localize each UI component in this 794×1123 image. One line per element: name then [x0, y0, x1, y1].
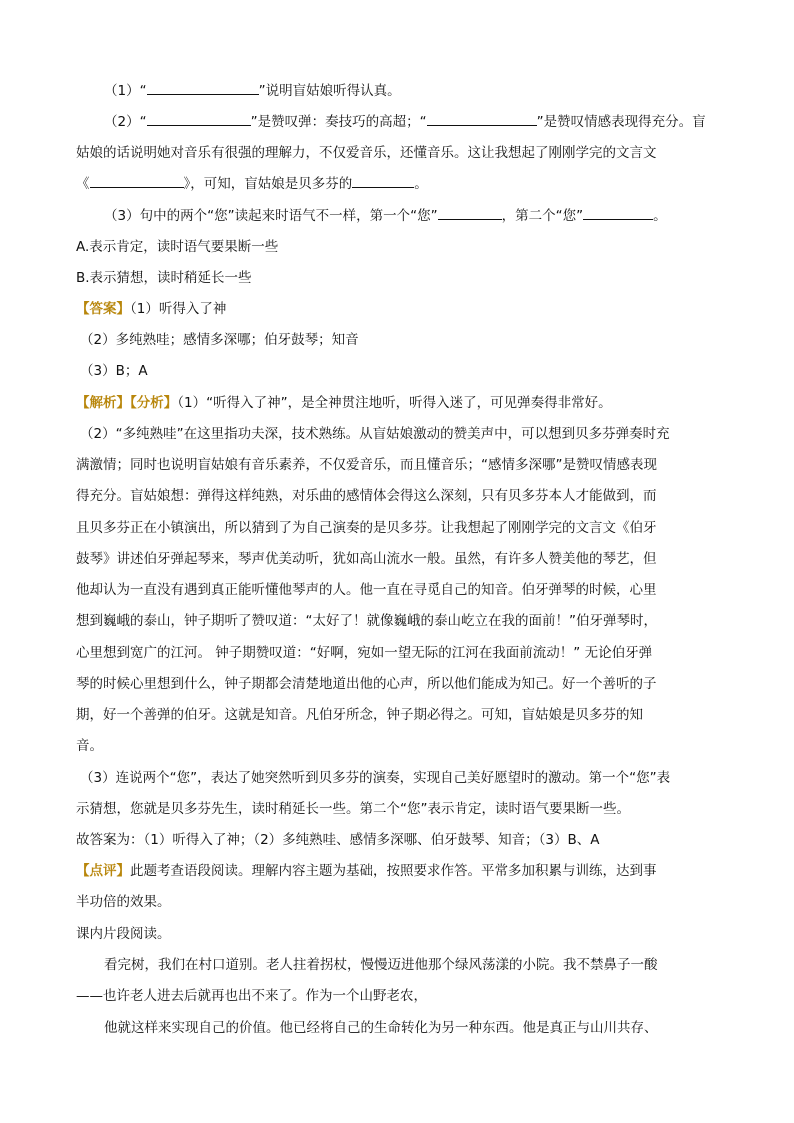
blank-1[interactable]	[147, 80, 259, 95]
answer-1: （1）听得入了神	[130, 301, 227, 317]
analysis-line-5: 且贝多芬正在小镇演出，所以猜到了为自己演奏的是贝多芬。让我想起了刚刚学完的文言文《伯牙	[76, 520, 657, 536]
review-line-1	[76, 860, 726, 882]
analysis-line-1	[76, 392, 726, 414]
analysis-line-12: 音。	[76, 738, 103, 754]
question-1	[104, 80, 726, 102]
analysis-text-1: （1）“听得入了神”，是全神贯注地听，听得入迷了，可见弹奏得非常好。	[177, 395, 612, 411]
analysis-line-9: 心里想到宽广的江河。 钟子期赞叹道：“好啊，宛如一望无际的江河在我面前流动！” 无论伯牙弹	[76, 645, 653, 661]
q1-suffix: ”说明盲姑娘听得认真。	[258, 83, 401, 99]
blank-2[interactable]	[147, 111, 251, 126]
review-line-2: 半功倍的效果。	[76, 894, 171, 910]
analysis-line-6: 鼓琴》讲述伯牙弹起琴来，琴声优美动听，犹如高山流水一般。虽然，有许多人赞美他的琴艺，但	[76, 551, 657, 567]
q1-prefix: （1）“	[104, 83, 147, 99]
option-b: B.表示猜想，读时稍延长一些	[76, 270, 252, 286]
blank-7[interactable]	[583, 205, 653, 220]
analysis-tag: 【解析】	[76, 395, 130, 411]
answer-line-2: （2）多纯熟哇；感情多深哪；伯牙鼓琴；知音	[80, 332, 359, 348]
section-heading: 课内片段阅读。	[76, 926, 171, 942]
q2-l3-prefix: 《	[76, 176, 90, 192]
question-2-line-1	[104, 111, 726, 133]
passage-line-1: 看完树，我们在村口道别。老人拄着拐杖，慢慢迈进他那个绿风荡漾的小院。我不禁鼻子一酸	[104, 957, 658, 973]
analysis-line-2: （2）“多纯熟哇”在这里指功夫深，技术熟练。从盲姑娘激动的赞美声中，可以想到贝多芬弹奏时充	[80, 426, 670, 442]
analysis-line-13: （3）连说两个“您”，表达了她突然听到贝多芬的演奏，实现自己美好愿望时的激动。第一个“您”表	[80, 770, 671, 786]
blank-3[interactable]	[427, 111, 537, 126]
question-3	[104, 205, 726, 227]
q3-mid: ，第二个“您”	[501, 208, 584, 224]
q3-prefix: （3）句中的两个“您”读起来时语气不一样，第一个“您”	[104, 208, 438, 224]
analysis-line-8: 想到巍峨的泰山，钟子期听了赞叹道：“太好了！就像巍峨的泰山屹立在我的面前！”伯牙弹琴时，	[76, 613, 657, 629]
answer-line-1	[76, 298, 726, 320]
passage-line-3: 他就这样来实现自己的价值。他已经将自己的生命转化为另一种东西。他是真正与山川共存、	[104, 1020, 658, 1036]
question-2-line-2: 姑娘的话说明她对音乐有很强的理解力，不仅爱音乐，还懂音乐。这让我想起了刚刚学完的文言文	[76, 145, 657, 161]
analysis-line-4: 得充分。盲姑娘想：弹得这样纯熟，对乐曲的感情体会得这么深刻，只有贝多芬本人才能做到，而	[76, 488, 657, 504]
blank-6[interactable]	[438, 205, 502, 220]
analysis-line-11: 期，好一个善弹的伯牙。这就是知音。凡伯牙所念，钟子期必得之。可知，盲姑娘是贝多芬的知	[76, 707, 643, 723]
passage-line-2: ——也许老人进去后就再也出不来了。作为一个山野老农，	[76, 988, 427, 1004]
analysis-line-14: 示猜想，您就是贝多芬先生，读时稍延长一些。第二个“您”表示肯定，读时语气要果断一些。	[76, 801, 630, 817]
question-2-line-3	[76, 173, 726, 195]
q2-mid1: ”是赞叹弹：奏技巧的高超；“	[250, 114, 427, 130]
final-answer: 故答案为：（1）听得入了神；（2）多纯熟哇、感情多深哪、伯牙鼓琴、知音；（3）B、A	[76, 832, 600, 848]
q2-l3-mid: 》，可知，盲姑娘是贝多芬的	[183, 176, 353, 192]
q3-suffix: 。	[653, 208, 667, 224]
analysis-line-3: 满激情；同时也说明盲姑娘有音乐素养，不仅爱音乐，而且懂音乐；“感情多深哪”是赞叹情感表现	[76, 457, 657, 473]
analysis-line-10: 琴的时候心里想到什么，钟子期都会清楚地道出他的心声，所以他们能成为知己。好一个善听的子	[76, 676, 657, 692]
answer-line-3: （3）B；A	[80, 363, 148, 379]
answer-tag: 【答案】	[76, 301, 130, 317]
review-tag: 【点评】	[76, 863, 130, 879]
blank-4[interactable]	[90, 173, 184, 188]
blank-5[interactable]	[352, 173, 414, 188]
analysis-line-7: 他却认为一直没有遇到真正能听懂他琴声的人。他一直在寻觅自己的知音。伯牙弹琴的时候，心里	[76, 582, 657, 598]
review-text-1: 此题考查语段阅读。理解内容主题为基础，按照要求作答。平常多加积累与训练，达到事	[130, 863, 657, 879]
q2-l3-suffix: 。	[414, 176, 428, 192]
q2-prefix: （2）“	[104, 114, 147, 130]
option-a: A.表示肯定，读时语气要果断一些	[76, 239, 279, 255]
analysis-sub-tag: 【分析】	[130, 395, 178, 411]
q2-mid2: ”是赞叹情感表现得充分。盲	[536, 114, 706, 130]
